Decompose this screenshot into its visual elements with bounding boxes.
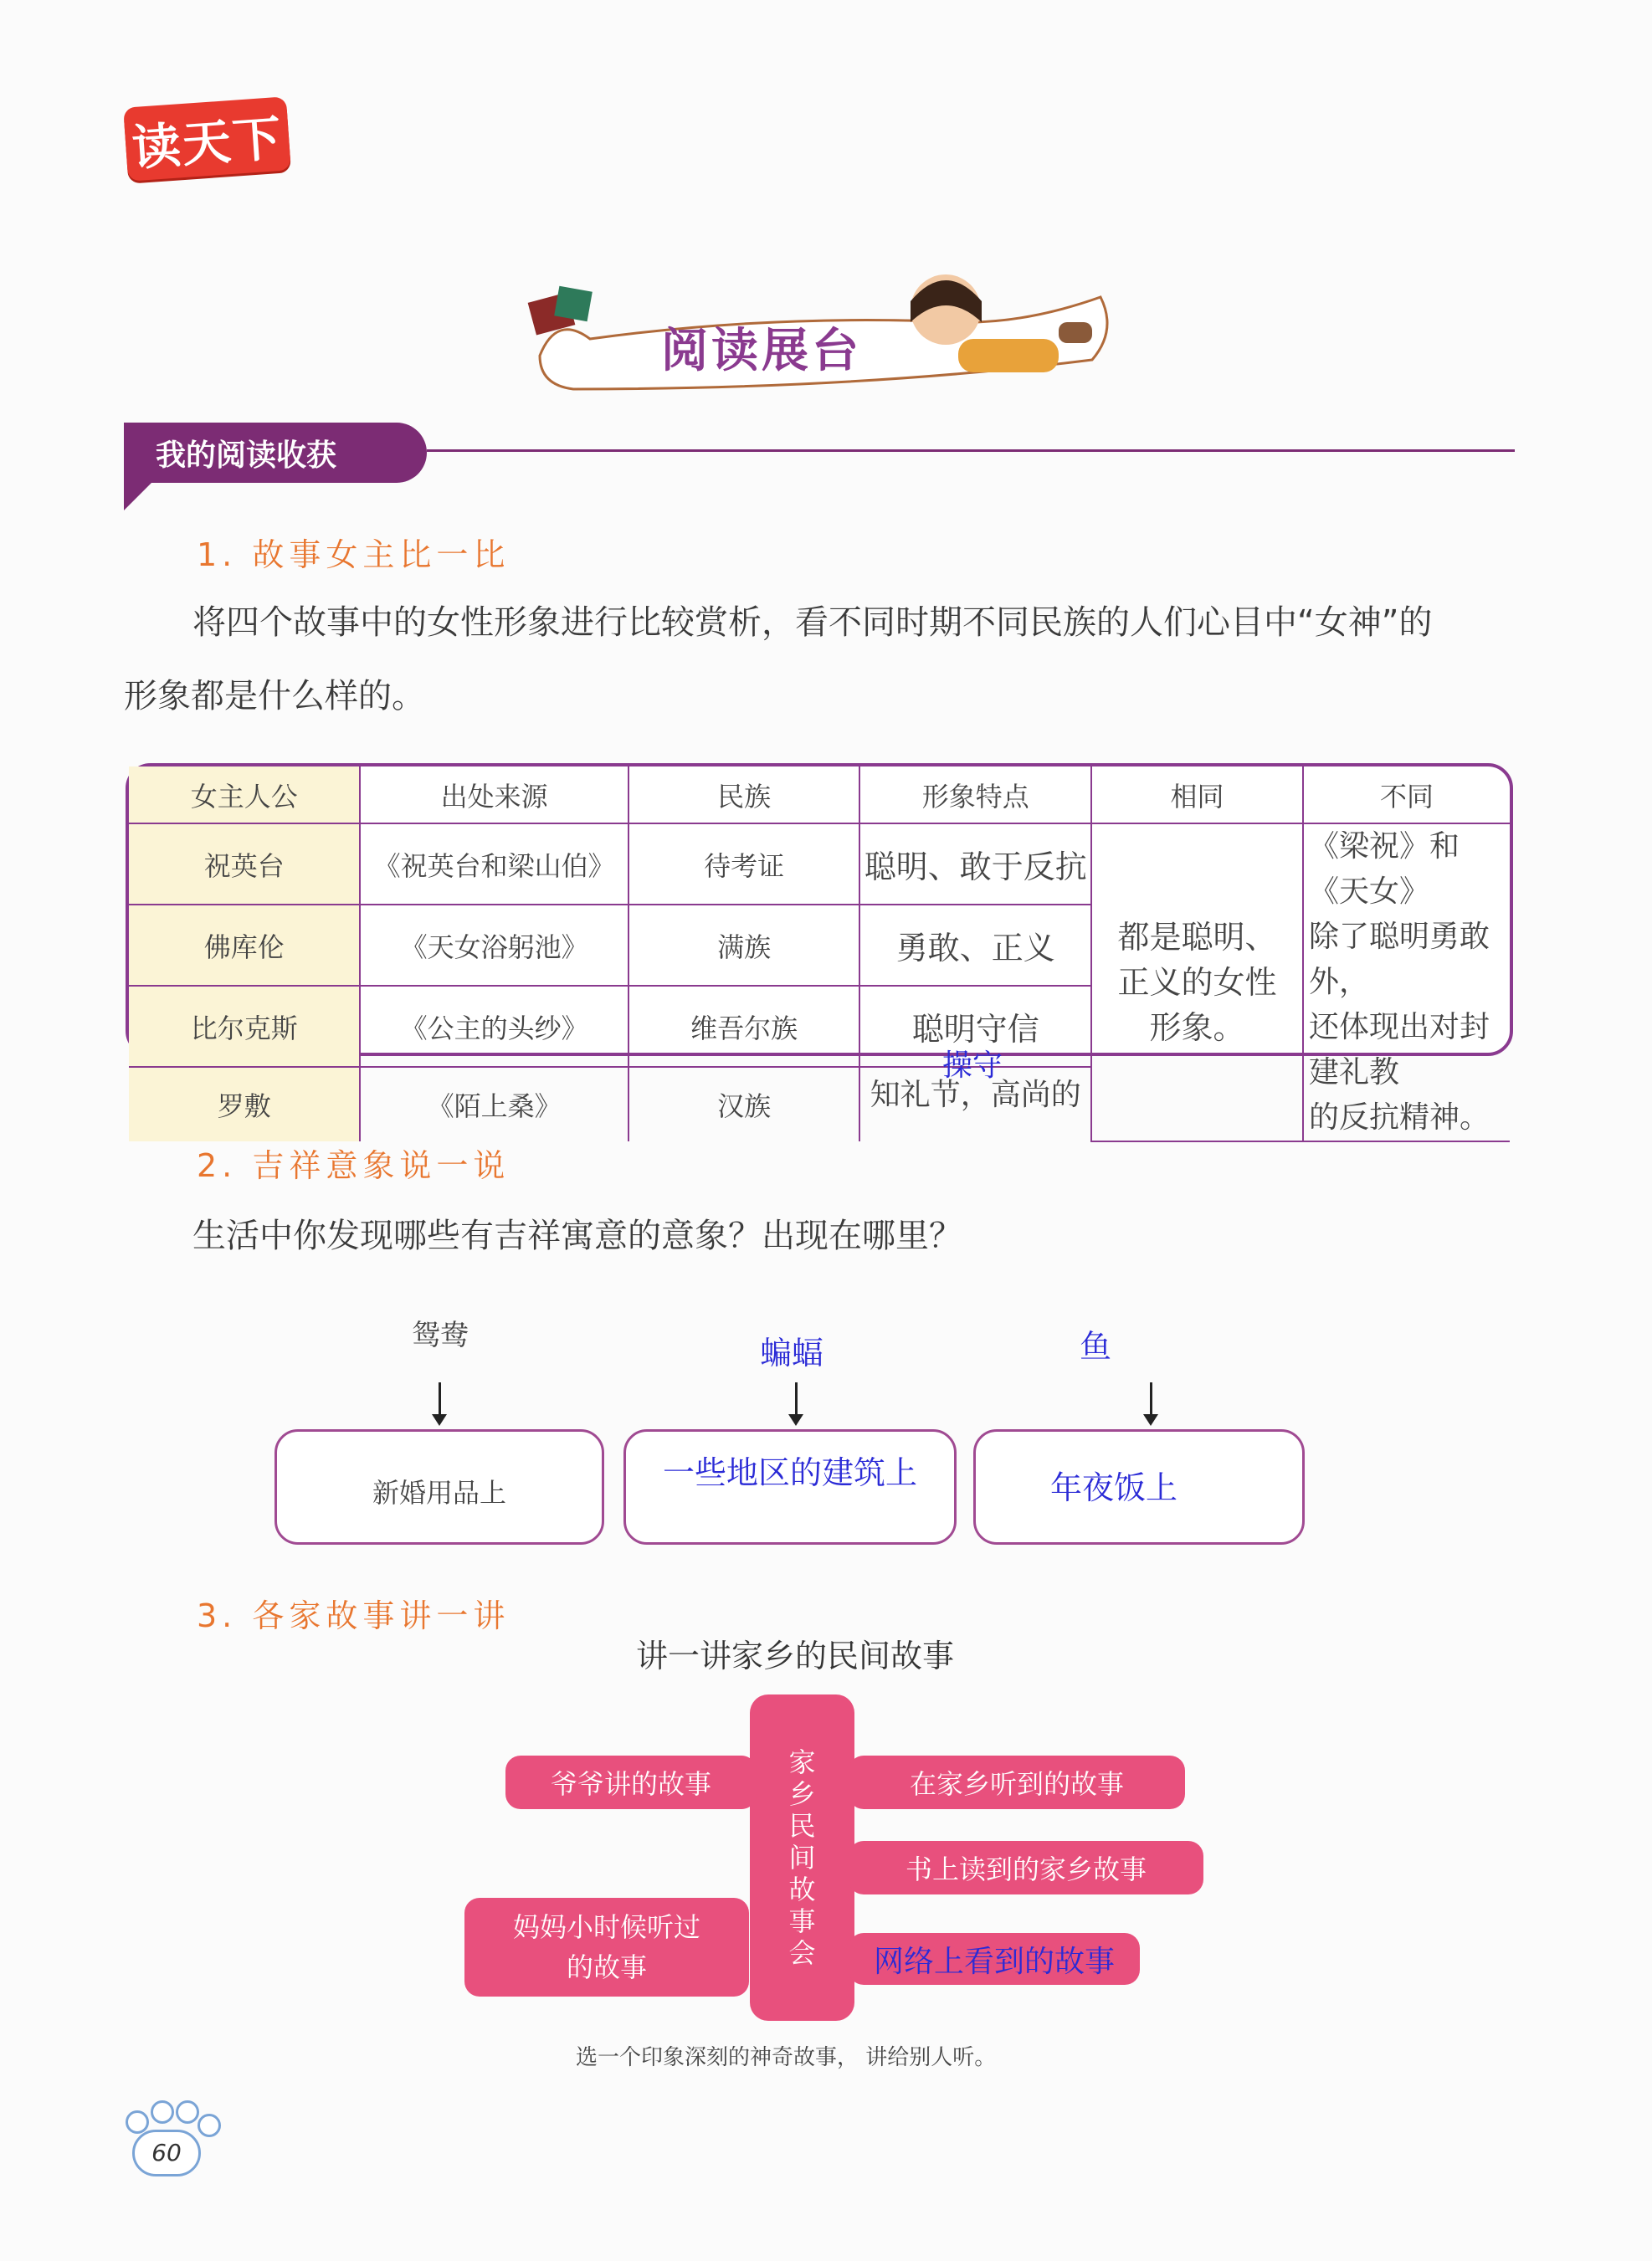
paw-icon: [151, 2100, 174, 2124]
q2-question: 生活中你发现哪些有吉祥寓意的意象？出现在哪里？: [192, 1217, 962, 1255]
q1-heading: 1. 故事女主比一比: [197, 536, 510, 573]
center-char: 会: [788, 1937, 816, 1969]
arrow-down-icon: [795, 1382, 798, 1423]
center-char: 事: [788, 1905, 816, 1937]
diff-line: 的反抗精神。: [1309, 1100, 1490, 1135]
branch-book: 书上读到的家乡故事: [849, 1841, 1203, 1894]
header-cell: 女主人公: [129, 766, 360, 823]
page-number-badge: [132, 2130, 201, 2176]
same-line: 形象。: [1149, 1009, 1245, 1046]
diff-line: 还体现出对封建礼教: [1309, 1010, 1490, 1089]
q3-title: 讲一讲家乡的民间故事: [636, 1638, 955, 1674]
place-box: [274, 1429, 604, 1545]
center-topic: [750, 1694, 854, 2021]
q2-heading: 2. 吉祥意象说一说: [197, 1147, 510, 1184]
section-title: 我的阅读收获: [124, 423, 427, 483]
ethnic-cell: 汉族: [628, 1067, 859, 1141]
arrow-down-icon: [439, 1382, 441, 1423]
header-cell: 不同: [1303, 766, 1510, 823]
arrow-down-icon: [1150, 1382, 1152, 1423]
branch-text: 妈妈小时候听过: [512, 1911, 700, 1943]
trait-cell: 勇敢、正义: [859, 905, 1091, 986]
same-line: 正义的女性: [1117, 964, 1277, 1001]
source-cell: 《公主的头纱》: [360, 986, 628, 1067]
paw-icon: [198, 2114, 221, 2137]
branch-grandpa: 爷爷讲的故事: [505, 1756, 757, 1809]
diff-cell: [1303, 823, 1510, 1141]
branch-hometown: 在家乡听到的故事: [849, 1756, 1185, 1809]
place-text: 新婚用品上: [372, 1477, 506, 1509]
name-cell: 祝英台: [129, 823, 360, 905]
same-cell: [1091, 823, 1303, 1141]
diff-line: 《梁祝》和《天女》: [1309, 829, 1460, 909]
header-cell: 民族: [628, 766, 859, 823]
header-cell: 相同: [1091, 766, 1303, 823]
name-cell: 罗敷: [129, 1067, 360, 1141]
source-cell: 《天女浴躬池》: [360, 905, 628, 986]
ethnic-cell: 待考证: [628, 823, 859, 905]
header-cell: 形象特点: [859, 766, 1091, 823]
section-tab-tail: [124, 477, 157, 510]
ethnic-cell: 维吾尔族: [628, 986, 859, 1067]
q1-text-line2: 形象都是什么样的。: [124, 677, 425, 715]
q3-heading: 3. 各家故事讲一讲: [197, 1597, 510, 1634]
q3-caption: 选一个印象深刻的神奇故事， 讲给别人听。: [576, 2045, 997, 2070]
paw-icon: [176, 2100, 199, 2124]
source-cell: 《祝英台和梁山伯》: [360, 823, 628, 905]
same-line: 都是聪明、: [1117, 919, 1277, 956]
center-char: 民: [788, 1810, 816, 1842]
place-box: [623, 1429, 957, 1545]
source-cell: 《陌上桑》: [360, 1067, 628, 1141]
center-char: 乡: [788, 1778, 816, 1810]
image-label-2: 蝙蝠: [760, 1335, 824, 1371]
ethnic-cell: 满族: [628, 905, 859, 986]
name-cell: 佛库伦: [129, 905, 360, 986]
branch-mother: [464, 1898, 749, 1997]
table-header-row: [129, 766, 1510, 823]
table-row: [129, 823, 1510, 905]
center-char: 间: [788, 1842, 816, 1874]
branch-internet: 网络上看到的故事: [849, 1933, 1140, 1985]
banner-title: 阅读展台: [661, 324, 862, 378]
header-cell: 出处来源: [360, 766, 628, 823]
center-char: 家: [788, 1746, 816, 1778]
place-text: 年夜饭上: [1049, 1469, 1177, 1506]
branch-text: 的故事: [566, 1951, 647, 1983]
center-char: 故: [788, 1874, 816, 1905]
trait-cell: 知礼节，高尚的: [859, 1067, 1091, 1141]
trait-cell: 聪明、敢于反抗: [859, 823, 1091, 905]
image-label-1: 鸳鸯: [412, 1319, 469, 1352]
image-label-3: 鱼: [1080, 1328, 1112, 1365]
page-number: 60: [151, 2139, 182, 2166]
paw-icon: [126, 2110, 149, 2134]
diff-line: 除了聪明勇敢外，: [1309, 920, 1490, 999]
logo: 读天下: [123, 96, 291, 181]
q1-text-line1: 将四个故事中的女性形象进行比较赏析，看不同时期不同民族的人们心目中“女神”的: [192, 603, 1433, 642]
trait-cell: 聪明守信: [859, 986, 1091, 1067]
trait-overflow-text: 操守: [942, 1048, 1003, 1083]
name-cell: 比尔克斯: [129, 986, 360, 1067]
section-divider: [427, 449, 1515, 452]
place-box: [973, 1429, 1305, 1545]
place-text: 一些地区的建筑上: [662, 1454, 917, 1491]
